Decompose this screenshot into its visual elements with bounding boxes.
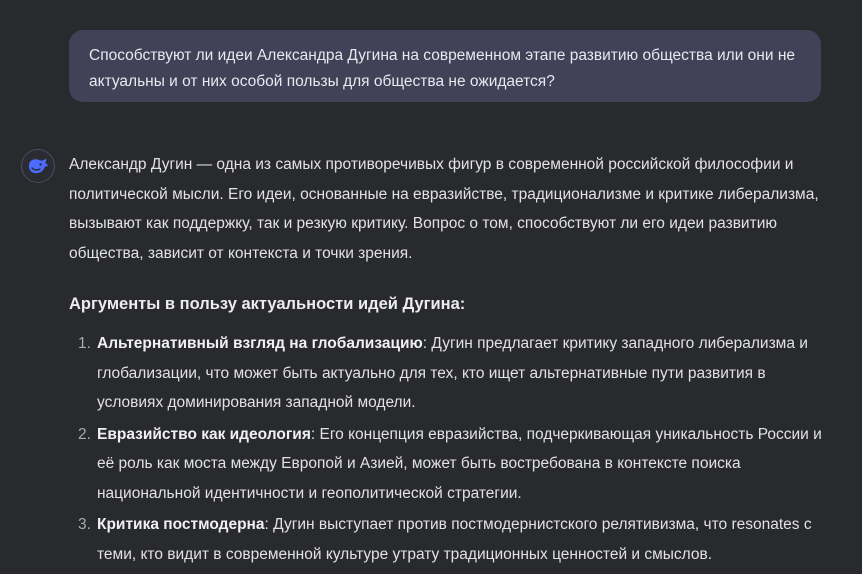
- user-message-text: Способствуют ли идеи Александра Дугина на современном этапе развитию общества или они не актуальны и от них особой пользы для общества не ожидается?: [89, 47, 795, 90]
- user-message-bubble: [69, 30, 821, 102]
- list-item: [69, 420, 829, 509]
- list-item: [69, 329, 829, 418]
- list-item-text: : Его концепция евразийства, подчеркивающая уникальность России и её роль как моста между Европой и Азией, может быть востребована в контексте поиска национальной идентичности и геополитической стратегии.: [97, 425, 822, 502]
- arguments-list: [69, 329, 829, 569]
- list-item-term: Критика постмодерна: [97, 516, 265, 533]
- list-item-number: 2.: [78, 425, 91, 443]
- section-heading: Аргументы в пользу актуальности идей Дугина:: [69, 295, 466, 313]
- assistant-avatar: [21, 149, 55, 183]
- list-item-term: Евразийство как идеология: [97, 425, 311, 443]
- list-item-number: 3.: [78, 516, 91, 533]
- list-item: [69, 510, 829, 569]
- list-item-term: Альтернативный взгляд на глобализацию: [97, 335, 423, 352]
- assistant-response: [69, 150, 829, 571]
- whale-logo-icon: [27, 157, 49, 175]
- list-item-number: 1.: [78, 335, 91, 352]
- response-intro: Александр Дугин — одна из самых противоречивых фигур в современной российской философии и политической мысли. Его идеи, основанные на евразийстве, традиционализме и критике либерализма, вызывают как поддержку, так и резкую критику. Вопрос о том, способствуют ли его идеи развитию общества, зависит от контекста и точки зрения.: [69, 156, 819, 262]
- list-item-text: : Дугин выступает против постмодернистского релятивизма, что resonates с теми, кто видит в современной культуре утрату традиционных ценностей и смыслов.: [97, 516, 812, 563]
- list-item-text: : Дугин предлагает критику западного либерализма и глобализации, что может быть актуально для тех, кто ищет альтернативные пути развития в условиях доминирования западной модели.: [97, 335, 808, 411]
